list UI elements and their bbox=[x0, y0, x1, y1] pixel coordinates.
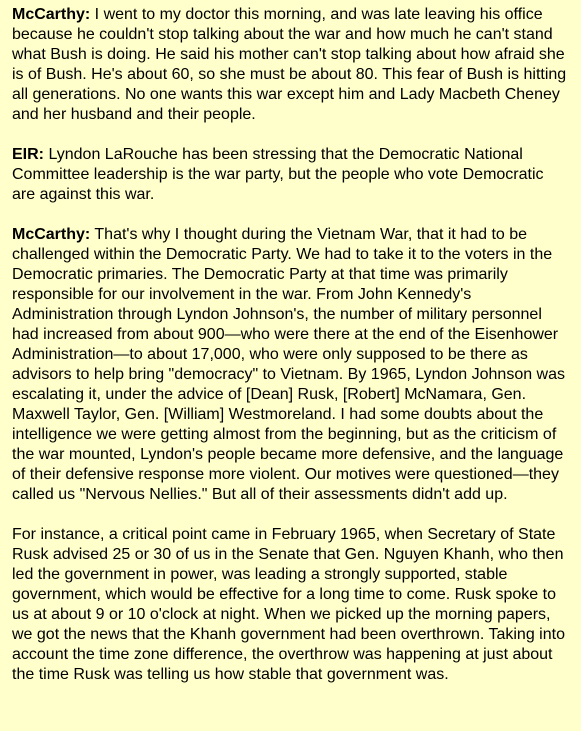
paragraph-text: That's why I thought during the Vietnam War, that it had to be challenged within the Democratic Party. We had to take it to the voters in the Democratic primaries. The Democratic Party at that time was primarily responsible for our involvement in the war. From John Kennedy's Administration through Lyndon Johnson's, the number of military personnel had increased from about 900—who were there at the end of the Eisenhower Administration—to about 17,000, who were only supposed to be there as advisors to help bring "democracy" to Vietnam. By 1965, Lyndon Johnson was escalating it, under the advice of [Dean] Rusk, [Robert] McNamara, Gen. Maxwell Taylor, Gen. [William] Westmoreland. I had some doubts about the intelligence we were getting almost from the beginning, but as the criticism of the war mounted, Lyndon's people became more defensive, and the language of their defensive response more violent. Our motives were questioned—they called us "Nervous Nellies." But all of their assessments didn't add up. bbox=[12, 226, 566, 503]
paragraph-text: I went to my doctor this morning, and was late leaving his office because he couldn't stop talking about the war and how much he can't stand what Bush is doing. He said his mother can't stop talking about how afraid she is of Bush. He's about 60, so she must be about 80. This fear of Bush is hitting all generations. No one wants this war except him and Lady Macbeth Cheney and her husband and their people. bbox=[12, 6, 567, 123]
paragraph-text: For instance, a critical point came in February 1965, when Secretary of State Rusk advised 25 or 30 of us in the Senate that Gen. Nguyen Khanh, who then led the government in power, was leading a strongly supported, stable government, which would be effective for a long time to come. Rusk spoke to us at about 9 or 10 o'clock at night. When we picked up the morning papers, we got the news that the Khanh government had been overthrown. Taking into account the time zone difference, the overthrow was happening at just about the time Rusk was telling us how stable that government was. bbox=[12, 526, 565, 683]
paragraph-1 bbox=[12, 5, 571, 125]
paragraph-text: Lyndon LaRouche has been stressing that the Democratic National Committee leadership is the war party, but the people who vote Democratic are against this war. bbox=[12, 146, 544, 203]
speaker-label: McCarthy: bbox=[12, 226, 91, 243]
paragraph-3 bbox=[12, 225, 571, 505]
speaker-label: EIR: bbox=[12, 146, 44, 163]
paragraph-4 bbox=[12, 525, 571, 685]
speaker-label: McCarthy: bbox=[12, 6, 91, 23]
interview-transcript bbox=[12, 5, 571, 685]
paragraph-2 bbox=[12, 145, 571, 205]
